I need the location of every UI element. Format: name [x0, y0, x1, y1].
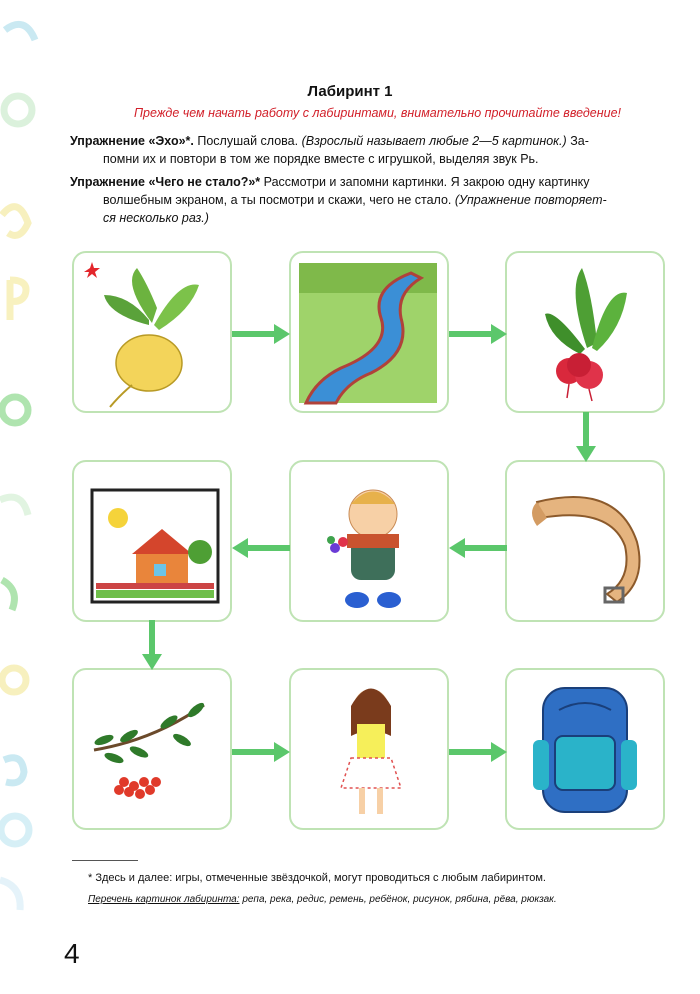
intro-warning: Прежде чем начать работу с лабиринтами, внимательно прочитайте введение!: [134, 106, 621, 120]
exercise-text: Послушай слова.: [197, 134, 299, 148]
backpack-icon: [507, 670, 663, 828]
card-rowan[interactable]: [72, 668, 232, 830]
exercise-cont-text: волшебным экраном, а ты посмотри и скажи, чего не стало.: [103, 193, 452, 207]
exercise-name: Упражнение «Чего не стало?»*: [70, 175, 261, 189]
radish-icon: [507, 253, 663, 411]
exercise-text-tail: За-: [570, 134, 589, 148]
footnote-star: * Здесь и далее: игры, отмеченные звёздочкой, могут проводиться с любым лабиринтом.: [88, 872, 546, 884]
exercise-echo: [70, 132, 670, 168]
exercise-name: Упражнение «Эхо»*.: [70, 134, 194, 148]
decorative-letters: [0, 0, 70, 994]
exercise-note: (Упражнение повторяет-: [454, 193, 607, 207]
footnote-list-label: Перечень картинок лабиринта:: [88, 894, 240, 905]
footnote-picture-list: [88, 894, 557, 905]
child-icon: [291, 462, 447, 620]
page-title: Лабиринт 1: [307, 83, 393, 100]
exercise-text-continued: помни их и повтори в том же порядке вместе с игрушкой, выделяя звук Рь.: [103, 152, 539, 166]
belt-icon: [507, 462, 663, 620]
arrow-right-icon: [232, 324, 290, 344]
rowan-icon: [74, 670, 230, 828]
exercise-text: Рассмотри и запомни картинки. Я закрою одну картинку: [263, 175, 590, 189]
card-belt[interactable]: [505, 460, 665, 622]
drawing-icon: [74, 462, 230, 620]
page-number: 4: [64, 938, 80, 969]
card-child[interactable]: [289, 460, 449, 622]
arrow-down-icon: [576, 412, 596, 462]
exercise-note-continued: ся несколько раз.): [103, 211, 209, 225]
card-drawing[interactable]: [72, 460, 232, 622]
exercise-text-continued: [70, 191, 670, 227]
crying-girl-icon: [291, 670, 447, 828]
card-backpack[interactable]: [505, 668, 665, 830]
arrow-down-icon: [142, 620, 162, 670]
card-river[interactable]: [289, 251, 449, 413]
footnote-list-items: репа, река, редис, ремень, ребёнок, рисунок, рябина, рёва, рюкзак.: [242, 894, 557, 905]
exercise-what-is-missing: [70, 173, 670, 227]
card-crying-girl[interactable]: [289, 668, 449, 830]
footnote-divider: [72, 860, 138, 861]
arrow-right-icon: [449, 324, 507, 344]
river-icon: [291, 253, 447, 411]
exercise-note: (Взрослый называет любые 2—5 картинок.): [301, 134, 567, 148]
arrow-left-icon: [232, 538, 290, 558]
arrow-right-icon: [449, 742, 507, 762]
card-radish[interactable]: [505, 251, 665, 413]
arrow-left-icon: [449, 538, 507, 558]
star-icon: [84, 262, 100, 278]
arrow-right-icon: [232, 742, 290, 762]
